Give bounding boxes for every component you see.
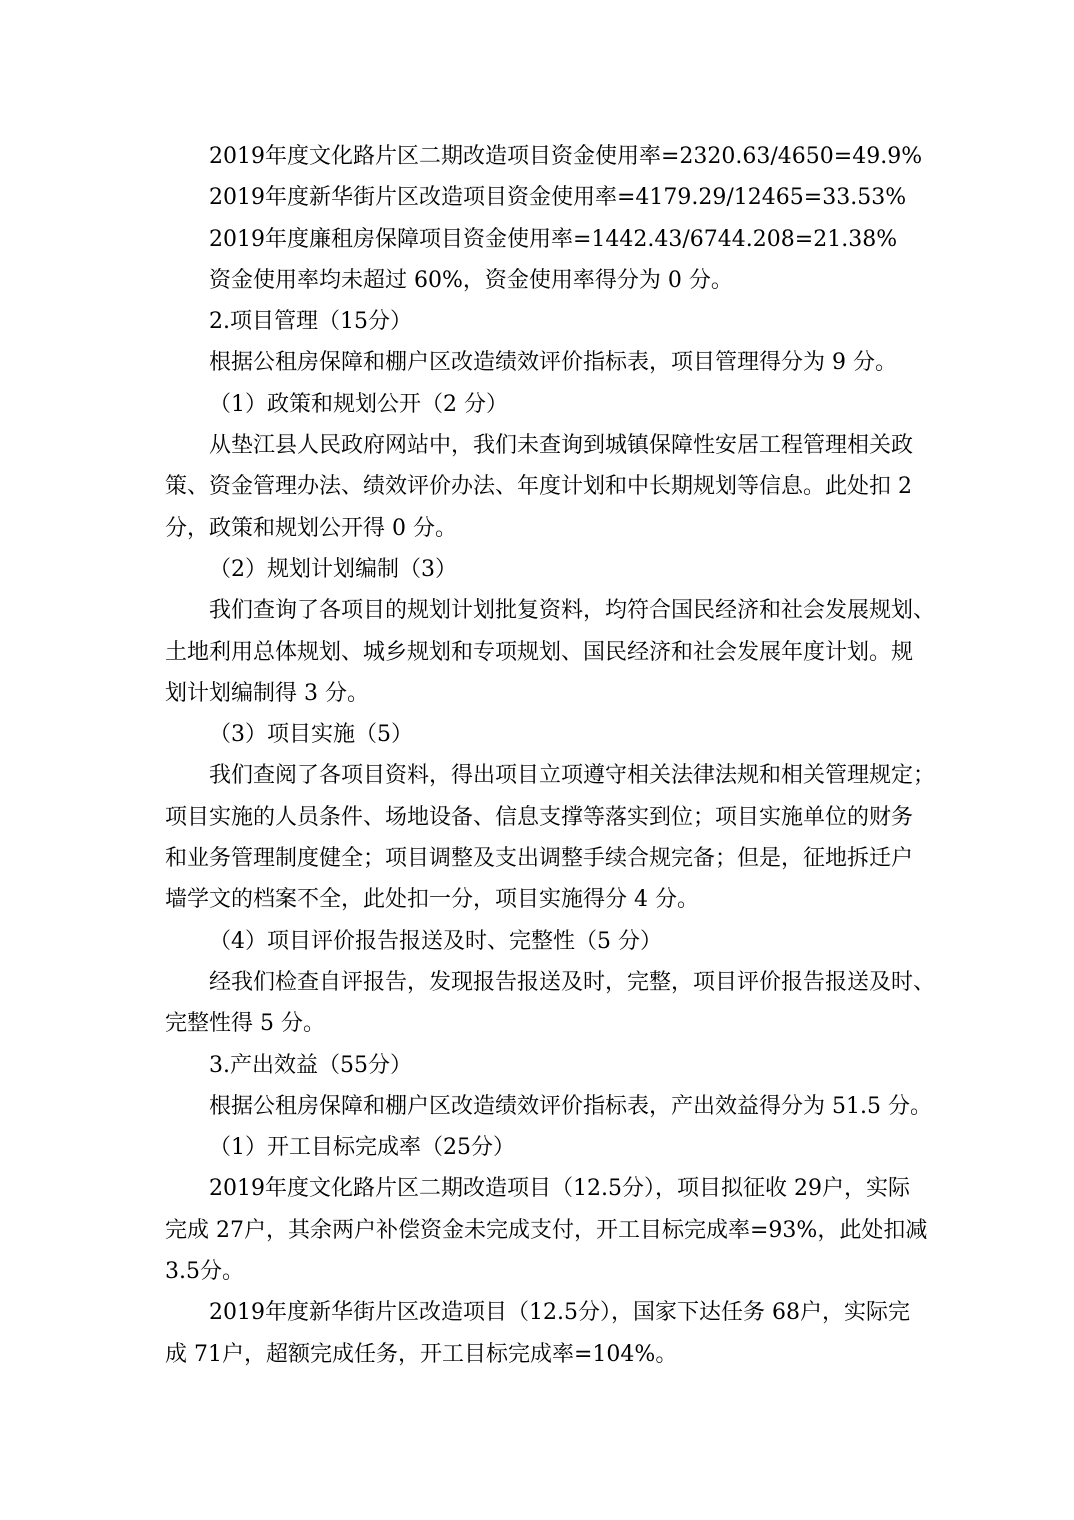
text-line: 2019年度新华街片区改造项目资金使用率=4179.29/12465=33.53% [209, 185, 907, 211]
text-line: 从垫江县人民政府网站中，我们未查询到城镇保障性安居工程管理相关政 [209, 433, 914, 459]
text-line: 2019年度新华街片区改造项目（12.5分），国家下达任务 68户，实际完 [209, 1300, 910, 1326]
text-line: 完成 27户，其余两户补偿资金未完成支付，开工目标完成率=93%，此处扣减 [165, 1217, 928, 1243]
text-line: 划计划编制得 3 分。 [165, 680, 369, 706]
text-line: （4）项目评价报告报送及时、完整性（5 分） [209, 928, 662, 954]
text-line: 经我们检查自评报告，发现报告报送及时，完整，项目评价报告报送及时、 [209, 969, 936, 995]
text-line: 我们查阅了各项目资料，得出项目立项遵守相关法律法规和相关管理规定； [209, 763, 936, 789]
text-line: （1）开工目标完成率（25分） [209, 1135, 515, 1161]
text-line: 2019年度廉租房保障项目资金使用率=1442.43/6744.208=21.38% [209, 226, 898, 252]
text-line: 2019年度文化路片区二期改造项目资金使用率=2320.63/4650=49.9% [209, 144, 923, 169]
text-line: 2019年度文化路片区二期改造项目（12.5分），项目拟征收 29户，实际 [209, 1176, 910, 1202]
text-line: 资金使用率均未超过 60%，资金使用率得分为 0 分。 [209, 267, 733, 293]
text-line: 分，政策和规划公开得 0 分。 [165, 515, 457, 541]
text-line: （3）项目实施（5） [209, 722, 413, 748]
text-line: 根据公租房保障和棚户区改造绩效评价指标表，项目管理得分为 9 分。 [209, 350, 897, 376]
text-line: 根据公租房保障和棚户区改造绩效评价指标表，产出效益得分为 51.5 分。 [209, 1093, 932, 1119]
text-line: 我们查询了各项目的规划计划批复资料，均符合国民经济和社会发展规划、 [209, 598, 936, 624]
document-body [165, 136, 1055, 1375]
text-line: （2）规划计划编制（3） [209, 556, 457, 582]
text-line: 墙学文的档案不全，此处扣一分，项目实施得分 4 分。 [165, 887, 699, 913]
text-line: 成 71户，超额完成任务，开工目标完成率=104%。 [165, 1341, 678, 1367]
text-line: （1）政策和规划公开（2 分） [209, 391, 508, 417]
text-line: 策、资金管理办法、绩效评价办法、年度计划和中长期规划等信息。此处扣 2 [165, 474, 912, 500]
text-line: 3.产出效益（55分） [209, 1052, 412, 1078]
text-line: 和业务管理制度健全；项目调整及支出调整手续合规完备；但是，征地拆迁户 [165, 846, 914, 872]
text-line: 完整性得 5 分。 [165, 1011, 325, 1037]
text-line: 项目实施的人员条件、场地设备、信息支撑等落实到位；项目实施单位的财务 [165, 804, 914, 830]
text-line: 3.5分。 [165, 1259, 244, 1285]
text-line: 土地利用总体规划、城乡规划和专项规划、国民经济和社会发展年度计划。规 [165, 639, 914, 665]
text-line: 2.项目管理（15分） [209, 309, 412, 335]
